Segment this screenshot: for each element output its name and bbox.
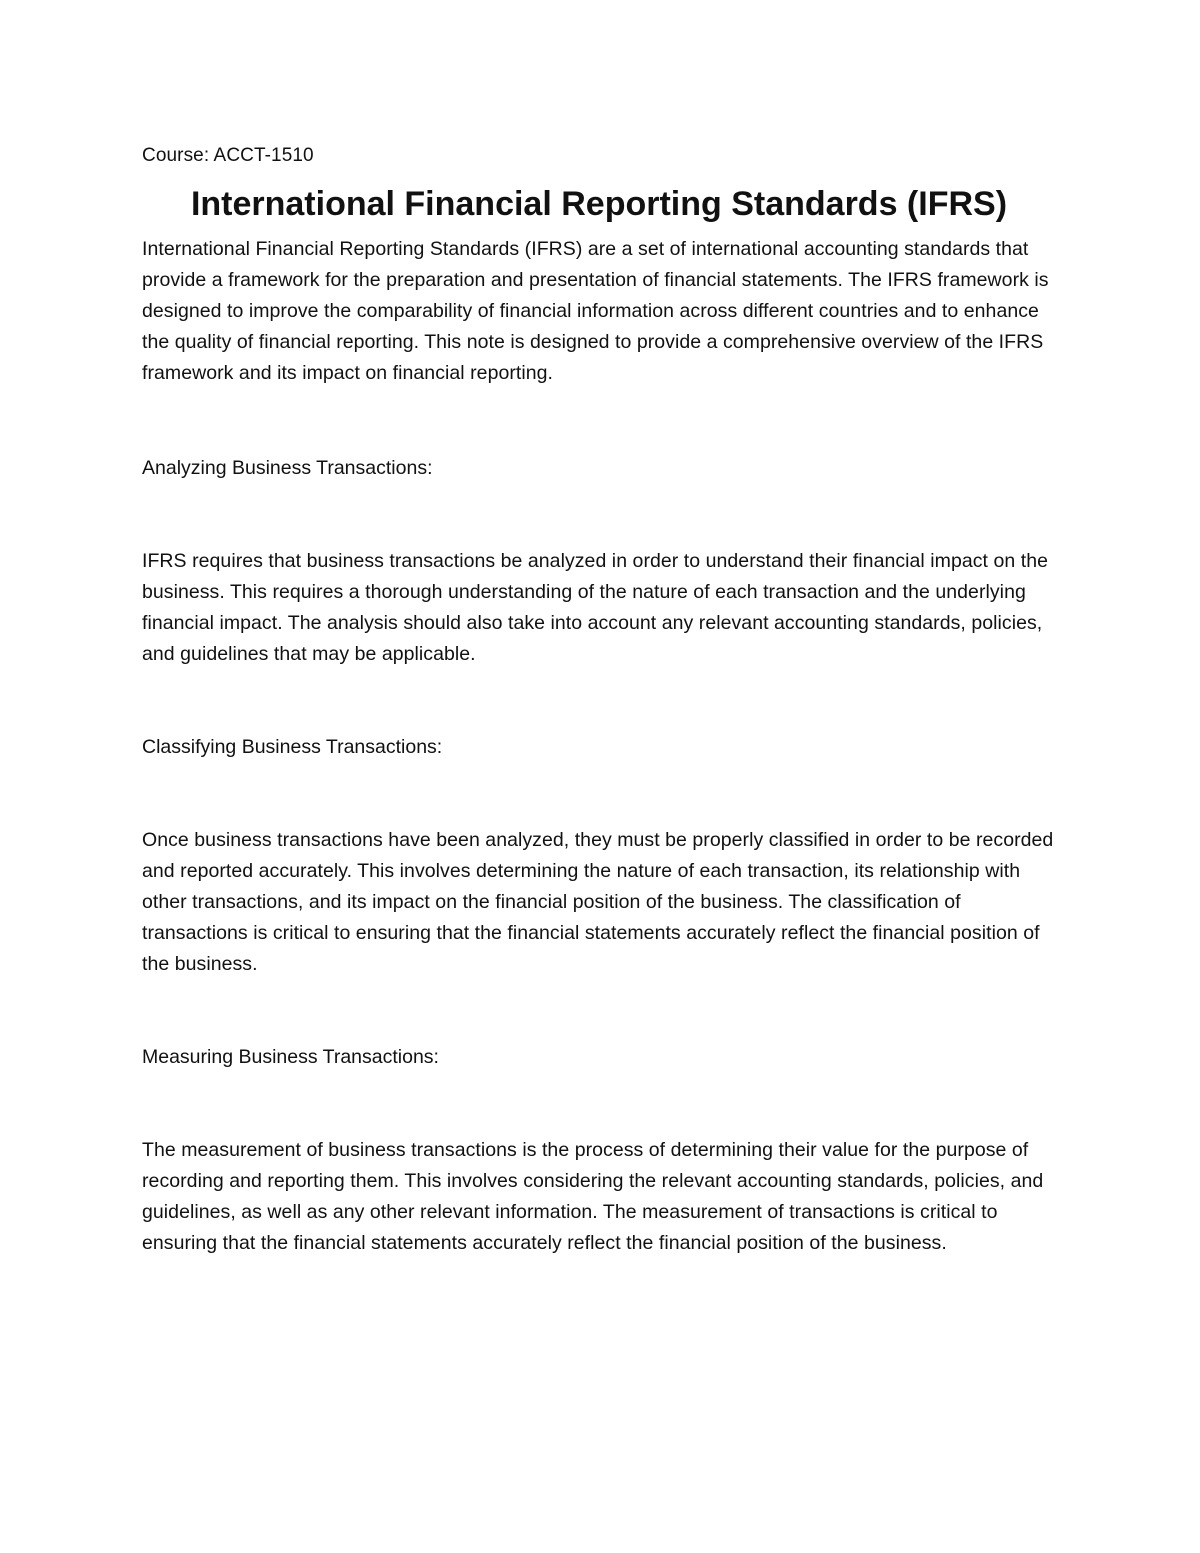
section-heading-measuring: Measuring Business Transactions: (142, 1046, 439, 1068)
section-heading-analyzing: Analyzing Business Transactions: (142, 457, 433, 479)
section-heading-classifying: Classifying Business Transactions: (142, 736, 443, 758)
section-body-analyzing: IFRS requires that business transactions be analyzed in order to understand their financial impact on the business. This requires a thorough understanding of the nature of each transaction and the underlying financial impact. The analysis should also take into account any relevant accounting standards, policies, and guidelines that may be applicable. (142, 550, 1049, 665)
document-content (142, 142, 1062, 1259)
section-body-classifying: Once business transactions have been analyzed, they must be properly classified in order to be recorded and reported accurately. This involves determining the nature of each transaction, its relationship with other transactions, and its impact on the financial position of the business. The classification of transactions is critical to ensuring that the financial statements accurately reflect the financial position of the business. (142, 829, 1054, 975)
course-line: Course: ACCT-1510 (142, 145, 314, 166)
section-body-measuring: The measurement of business transactions is the process of determining their value for the purpose of recording and reporting them. This involves considering the relevant accounting standards, policies, and guidelines, as well as any other relevant information. The measurement of transactions is critical to ensuring that the financial statements accurately reflect the financial position of the business. (142, 1139, 1044, 1254)
document-title: International Financial Reporting Standards (IFRS) (190, 185, 1008, 223)
intro-paragraph: International Financial Reporting Standards (IFRS) are a set of international accounting standards that provide a framework for the preparation and presentation of financial statements. The IFRS framework is designed to improve the comparability of financial information across different countries and to enhance the quality of financial reporting. This note is designed to provide a comprehensive overview of the IFRS framework and its impact on financial reporting. (142, 238, 1049, 384)
